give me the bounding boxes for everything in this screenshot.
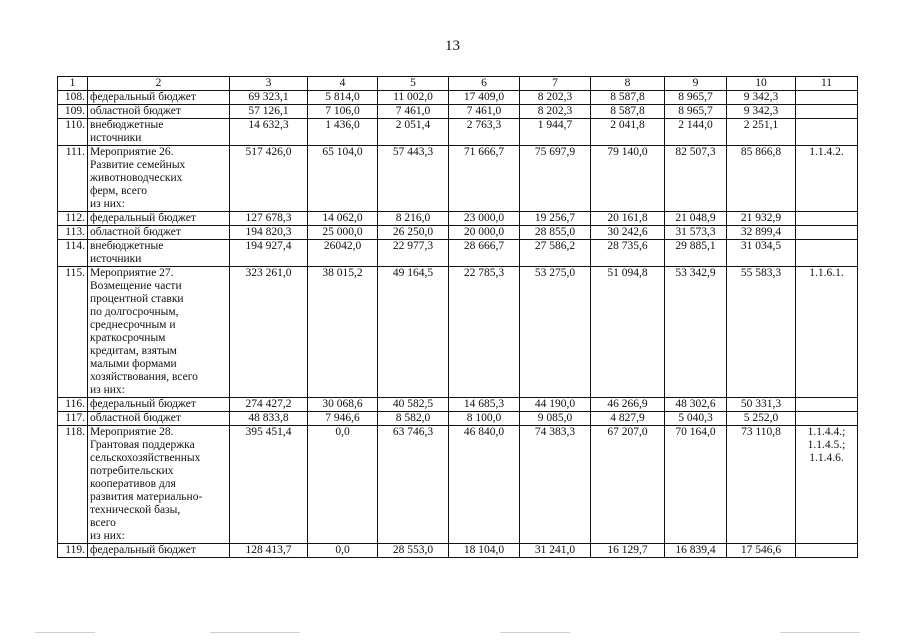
row-name-line: кредитам, взятым xyxy=(90,345,177,357)
value-cell: 194 820,3 xyxy=(230,226,308,240)
value-cell: 82 507,3 xyxy=(665,146,727,212)
value-cell: 55 583,3 xyxy=(727,267,796,398)
column-header: 5 xyxy=(378,77,449,91)
code-cell xyxy=(796,105,858,119)
row-name-line: областной бюджет xyxy=(90,226,181,238)
row-name xyxy=(88,426,230,544)
value-cell: 79 140,0 xyxy=(591,146,665,212)
value-cell: 51 094,8 xyxy=(591,267,665,398)
value-cell: 48 302,6 xyxy=(665,398,727,412)
row-name-line: процентной ставки xyxy=(90,293,184,305)
value-cell: 53 275,0 xyxy=(520,267,591,398)
value-cell: 9 342,3 xyxy=(727,91,796,105)
code-cell xyxy=(796,267,858,398)
value-cell: 27 586,2 xyxy=(520,240,591,267)
row-name-line: потребительских xyxy=(90,465,174,477)
code-cell xyxy=(796,398,858,412)
value-cell: 2 051,4 xyxy=(378,119,449,146)
value-cell: 7 106,0 xyxy=(308,105,378,119)
value-cell: 50 331,3 xyxy=(727,398,796,412)
value-cell: 25 000,0 xyxy=(308,226,378,240)
value-cell: 14 632,3 xyxy=(230,119,308,146)
code-line: 1.1.6.1. xyxy=(809,267,844,279)
row-name-line: Мероприятие 27. xyxy=(90,267,174,279)
row-name xyxy=(88,240,230,267)
code-line: 1.1.4.5.; xyxy=(807,439,846,451)
code-cell xyxy=(796,240,858,267)
value-cell: 14 685,3 xyxy=(449,398,520,412)
code-line: 1.1.4.2. xyxy=(809,146,844,158)
value-cell: 2 041,8 xyxy=(591,119,665,146)
row-number: 110. xyxy=(58,119,88,146)
code-cell xyxy=(796,91,858,105)
row-number: 108. xyxy=(58,91,88,105)
page-number: 13 xyxy=(445,38,460,54)
table-row xyxy=(58,119,858,146)
value-cell: 17 409,0 xyxy=(449,91,520,105)
value-cell: 517 426,0 xyxy=(230,146,308,212)
value-cell: 21 048,9 xyxy=(665,212,727,226)
table-row xyxy=(58,226,858,240)
table-row xyxy=(58,146,858,212)
value-cell: 67 207,0 xyxy=(591,426,665,544)
row-name xyxy=(88,212,230,226)
value-cell: 2 144,0 xyxy=(665,119,727,146)
row-name-line: из них: xyxy=(90,384,125,396)
column-header: 6 xyxy=(449,77,520,91)
code-cell xyxy=(796,119,858,146)
value-cell: 70 164,0 xyxy=(665,426,727,544)
row-name-line: по долгосрочным, xyxy=(90,306,179,318)
column-header: 4 xyxy=(308,77,378,91)
column-header: 11 xyxy=(796,77,858,91)
value-cell: 8 965,7 xyxy=(665,105,727,119)
value-cell: 26 250,0 xyxy=(378,226,449,240)
value-cell: 127 678,3 xyxy=(230,212,308,226)
column-header: 10 xyxy=(727,77,796,91)
code-line: 1.1.4.4.; xyxy=(807,426,846,438)
row-name-line: из них: xyxy=(90,198,125,210)
value-cell: 30 068,6 xyxy=(308,398,378,412)
row-name xyxy=(88,119,230,146)
value-cell: 16 129,7 xyxy=(591,544,665,558)
row-name-line: областной бюджет xyxy=(90,105,181,117)
table-row xyxy=(58,544,858,558)
value-cell: 8 965,7 xyxy=(665,91,727,105)
row-name-line: животноводческих xyxy=(90,172,183,184)
table-row xyxy=(58,412,858,426)
value-cell: 29 885,1 xyxy=(665,240,727,267)
code-cell xyxy=(796,226,858,240)
row-name-line: ферм, всего xyxy=(90,185,148,197)
value-cell: 16 839,4 xyxy=(665,544,727,558)
value-cell: 73 110,8 xyxy=(727,426,796,544)
value-cell: 4 827,9 xyxy=(591,412,665,426)
value-cell: 395 451,4 xyxy=(230,426,308,544)
row-name-line: источники xyxy=(90,253,142,265)
value-cell: 57 443,3 xyxy=(378,146,449,212)
row-name-line: Мероприятие 28. xyxy=(90,426,174,438)
value-cell: 46 840,0 xyxy=(449,426,520,544)
row-name-line: внебюджетные xyxy=(90,240,164,252)
row-name-line: развития материально- xyxy=(90,491,203,503)
row-name xyxy=(88,412,230,426)
value-cell: 30 242,6 xyxy=(591,226,665,240)
value-cell: 49 164,5 xyxy=(378,267,449,398)
value-cell: 0,0 xyxy=(308,426,378,544)
value-cell: 31 241,0 xyxy=(520,544,591,558)
value-cell: 48 833,8 xyxy=(230,412,308,426)
row-name-line: областной бюджет xyxy=(90,412,181,424)
code-line: 1.1.4.6. xyxy=(809,452,844,464)
row-name-line: федеральный бюджет xyxy=(90,544,196,556)
column-header: 8 xyxy=(591,77,665,91)
scan-edge-mark xyxy=(500,632,570,633)
value-cell: 53 342,9 xyxy=(665,267,727,398)
value-cell: 0,0 xyxy=(308,544,378,558)
value-cell: 1 944,7 xyxy=(520,119,591,146)
table-row xyxy=(58,91,858,105)
value-cell: 1 436,0 xyxy=(308,119,378,146)
value-cell: 63 746,3 xyxy=(378,426,449,544)
table-row xyxy=(58,398,858,412)
row-name xyxy=(88,267,230,398)
row-name-line: федеральный бюджет xyxy=(90,212,196,224)
value-cell: 85 866,8 xyxy=(727,146,796,212)
row-name xyxy=(88,91,230,105)
value-cell: 69 323,1 xyxy=(230,91,308,105)
value-cell: 7 461,0 xyxy=(378,105,449,119)
row-number: 109. xyxy=(58,105,88,119)
value-cell: 8 216,0 xyxy=(378,212,449,226)
value-cell: 9 342,3 xyxy=(727,105,796,119)
scan-edge-mark xyxy=(35,632,95,633)
value-cell: 19 256,7 xyxy=(520,212,591,226)
value-cell: 26042,0 xyxy=(308,240,378,267)
row-number: 111. xyxy=(58,146,88,212)
code-cell xyxy=(796,212,858,226)
value-cell: 7 461,0 xyxy=(449,105,520,119)
row-name-line: из них: xyxy=(90,530,125,542)
row-name-line: кооперативов для xyxy=(90,478,176,490)
value-cell: 32 899,4 xyxy=(727,226,796,240)
value-cell: 8 587,8 xyxy=(591,105,665,119)
row-name-line: Грантовая поддержка xyxy=(90,439,195,451)
value-cell: 74 383,3 xyxy=(520,426,591,544)
value-cell: 5 040,3 xyxy=(665,412,727,426)
row-name xyxy=(88,105,230,119)
header-row xyxy=(58,77,858,91)
value-cell: 8 202,3 xyxy=(520,91,591,105)
value-cell: 21 932,9 xyxy=(727,212,796,226)
row-name-line: федеральный бюджет xyxy=(90,91,196,103)
value-cell: 5 252,0 xyxy=(727,412,796,426)
value-cell: 57 126,1 xyxy=(230,105,308,119)
value-cell: 20 161,8 xyxy=(591,212,665,226)
value-cell: 8 582,0 xyxy=(378,412,449,426)
column-header: 7 xyxy=(520,77,591,91)
value-cell: 194 927,4 xyxy=(230,240,308,267)
code-cell xyxy=(796,146,858,212)
table-row xyxy=(58,240,858,267)
row-name-line: сельскохозяйственных xyxy=(90,452,201,464)
value-cell: 5 814,0 xyxy=(308,91,378,105)
value-cell: 8 100,0 xyxy=(449,412,520,426)
value-cell: 128 413,7 xyxy=(230,544,308,558)
column-header: 2 xyxy=(88,77,230,91)
code-cell xyxy=(796,426,858,544)
value-cell: 31 034,5 xyxy=(727,240,796,267)
value-cell: 2 251,1 xyxy=(727,119,796,146)
budget-table xyxy=(57,76,858,558)
value-cell: 23 000,0 xyxy=(449,212,520,226)
value-cell: 75 697,9 xyxy=(520,146,591,212)
code-cell xyxy=(796,544,858,558)
row-name-line: Возмещение части xyxy=(90,280,182,292)
scan-edge-mark xyxy=(780,632,860,633)
value-cell: 44 190,0 xyxy=(520,398,591,412)
row-name-line: источники xyxy=(90,132,142,144)
row-name-line: малыми формами xyxy=(90,358,177,370)
row-name xyxy=(88,146,230,212)
scan-edge-mark xyxy=(210,632,300,633)
value-cell: 18 104,0 xyxy=(449,544,520,558)
value-cell: 28 666,7 xyxy=(449,240,520,267)
row-name-line: краткосрочным xyxy=(90,332,166,344)
table-row xyxy=(58,212,858,226)
value-cell: 20 000,0 xyxy=(449,226,520,240)
value-cell: 8 587,8 xyxy=(591,91,665,105)
value-cell: 17 546,6 xyxy=(727,544,796,558)
value-cell: 31 573,3 xyxy=(665,226,727,240)
row-name-line: среднесрочным и xyxy=(90,319,176,331)
value-cell: 28 735,6 xyxy=(591,240,665,267)
column-header: 9 xyxy=(665,77,727,91)
row-name-line: федеральный бюджет xyxy=(90,398,196,410)
value-cell: 22 785,3 xyxy=(449,267,520,398)
value-cell: 46 266,9 xyxy=(591,398,665,412)
value-cell: 28 855,0 xyxy=(520,226,591,240)
row-number: 119. xyxy=(58,544,88,558)
row-name xyxy=(88,226,230,240)
table-row xyxy=(58,267,858,398)
column-header: 3 xyxy=(230,77,308,91)
value-cell: 71 666,7 xyxy=(449,146,520,212)
row-name-line: Развитие семейных xyxy=(90,159,186,171)
value-cell: 7 946,6 xyxy=(308,412,378,426)
column-header: 1 xyxy=(58,77,88,91)
value-cell: 8 202,3 xyxy=(520,105,591,119)
row-number: 118. xyxy=(58,426,88,544)
value-cell: 38 015,2 xyxy=(308,267,378,398)
value-cell: 2 763,3 xyxy=(449,119,520,146)
row-number: 115. xyxy=(58,267,88,398)
row-number: 113. xyxy=(58,226,88,240)
row-name-line: хозяйствования, всего xyxy=(90,371,198,383)
row-name xyxy=(88,398,230,412)
value-cell: 9 085,0 xyxy=(520,412,591,426)
row-name-line: технической базы, xyxy=(90,504,181,516)
value-cell: 22 977,3 xyxy=(378,240,449,267)
value-cell: 65 104,0 xyxy=(308,146,378,212)
value-cell: 274 427,2 xyxy=(230,398,308,412)
value-cell: 11 002,0 xyxy=(378,91,449,105)
row-number: 116. xyxy=(58,398,88,412)
value-cell: 40 582,5 xyxy=(378,398,449,412)
table-row xyxy=(58,426,858,544)
value-cell: 323 261,0 xyxy=(230,267,308,398)
row-name xyxy=(88,544,230,558)
row-name-line: внебюджетные xyxy=(90,119,164,131)
row-name-line: Мероприятие 26. xyxy=(90,146,174,158)
row-number: 114. xyxy=(58,240,88,267)
value-cell: 28 553,0 xyxy=(378,544,449,558)
value-cell: 14 062,0 xyxy=(308,212,378,226)
table-row xyxy=(58,105,858,119)
row-name-line: всего xyxy=(90,517,116,529)
code-cell xyxy=(796,412,858,426)
row-number: 117. xyxy=(58,412,88,426)
row-number: 112. xyxy=(58,212,88,226)
